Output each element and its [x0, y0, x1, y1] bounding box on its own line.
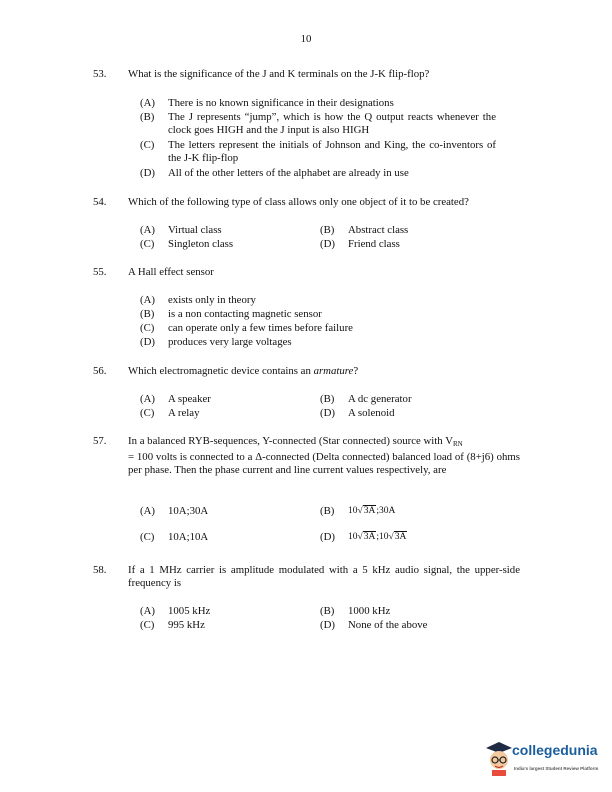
option-text-part: ;30A	[376, 506, 396, 516]
sqrt-icon: √	[388, 532, 394, 542]
option-c	[140, 238, 233, 251]
option-a	[140, 294, 256, 307]
question-number: 57.	[93, 435, 107, 447]
option-label: (C)	[140, 322, 155, 334]
option-d	[140, 167, 500, 180]
option-label: (A)	[140, 224, 155, 236]
question-text-italic: armature	[313, 365, 354, 377]
option-text	[348, 505, 395, 518]
option-text: A solenoid	[348, 407, 395, 419]
option-b	[140, 308, 322, 321]
option-text-part: 10	[348, 532, 358, 542]
option-text: 10A;30A	[168, 505, 209, 517]
option-text: can operate only a few times before failure	[168, 322, 353, 334]
option-label: (D)	[320, 407, 335, 419]
option-text: The letters represent the initials of Johnson and King, the co-inventors of the J-K flip-flop	[168, 139, 496, 165]
question-text: A Hall effect sensor	[128, 266, 214, 278]
question-text-part: = 100 volts is connected to a Δ-connected (Delta connected) balanced load of (8+j6) ohms per phase. Then the phase current and line current values respectively, are	[128, 451, 520, 477]
option-label: (D)	[140, 336, 155, 348]
option-label: (C)	[140, 531, 155, 543]
option-c	[140, 619, 205, 632]
question-number: 53.	[93, 68, 107, 80]
option-text: produces very large voltages	[168, 336, 292, 348]
option-label: (D)	[320, 531, 335, 543]
option-label: (D)	[320, 619, 335, 631]
sqrt-icon: √	[357, 532, 363, 542]
question-number: 56.	[93, 365, 107, 377]
radicand: 3A	[363, 506, 376, 516]
option-text: A relay	[168, 407, 200, 419]
option-a	[140, 97, 500, 110]
option-text: There is no known significance in their designations	[168, 97, 394, 109]
option-text: 1005 kHz	[168, 605, 211, 617]
option-c	[140, 139, 500, 165]
option-a	[140, 605, 210, 618]
question-number: 54.	[93, 196, 107, 208]
option-text: Friend class	[348, 238, 400, 250]
brand-tagline: India's largest Student Review Platform	[514, 766, 599, 771]
question-text: Which of the following type of class allows only one object of it to be created?	[128, 196, 469, 208]
question-text-part: ?	[353, 365, 359, 377]
radicand: 3A	[363, 532, 376, 542]
option-label: (D)	[140, 167, 155, 179]
option-label: (B)	[140, 308, 155, 320]
option-label: (B)	[320, 224, 335, 236]
option-c	[140, 322, 353, 335]
option-b	[320, 605, 390, 618]
option-text: A dc generator	[348, 393, 412, 405]
option-a	[140, 224, 222, 237]
option-text: None of the above	[348, 619, 428, 631]
brand-name: collegedunia	[512, 742, 598, 758]
option-d	[320, 238, 400, 251]
page-number: 10	[300, 33, 312, 45]
option-label: (A)	[140, 97, 155, 109]
option-text: 10A;10A	[168, 531, 209, 543]
option-b	[320, 393, 412, 406]
option-text: The J represents “jump”, which is how the Q output reacts whenever the clock goes HIGH and the J input is also HIGH	[168, 111, 496, 137]
option-label: (A)	[140, 505, 155, 517]
option-label: (D)	[320, 238, 335, 250]
option-label: (C)	[140, 619, 155, 631]
question-text-part: In a balanced RYB-sequences, Y-connected (Star connected) source with V	[128, 435, 453, 447]
sqrt-icon: √	[357, 506, 363, 516]
question-text: If a 1 MHz carrier is amplitude modulated with a 5 kHz audio signal, the upper-side frequency is	[128, 564, 520, 590]
option-a	[140, 505, 208, 518]
radicand: 3A	[394, 532, 407, 542]
option-c	[140, 531, 208, 544]
option-label: (B)	[320, 605, 335, 617]
option-text: is a non contacting magnetic sensor	[168, 308, 322, 320]
option-text	[348, 531, 407, 544]
question-number: 58.	[93, 564, 107, 576]
mascot-logo-icon	[484, 740, 514, 776]
option-b	[140, 111, 500, 137]
option-d	[320, 407, 395, 420]
option-d	[140, 336, 292, 349]
option-label: (B)	[140, 111, 155, 123]
option-d	[320, 619, 427, 632]
option-text: 1000 kHz	[348, 605, 391, 617]
option-text: All of the other letters of the alphabet are already in use	[168, 167, 409, 179]
option-label: (A)	[140, 605, 155, 617]
option-text: 995 kHz	[168, 619, 205, 631]
option-d	[320, 531, 407, 544]
question-number: 55.	[93, 266, 107, 278]
question-text	[128, 435, 520, 478]
option-label: (A)	[140, 393, 155, 405]
option-text: exists only in theory	[168, 294, 256, 306]
option-a	[140, 393, 211, 406]
option-label: (B)	[320, 393, 335, 405]
option-label: (A)	[140, 294, 155, 306]
question-text-part: Which electromagnetic device contains an	[128, 365, 314, 377]
option-text: A speaker	[168, 393, 211, 405]
option-text: Singleton class	[168, 238, 234, 250]
option-b	[320, 505, 395, 518]
option-b	[320, 224, 408, 237]
option-label: (C)	[140, 238, 155, 250]
option-label: (B)	[320, 505, 335, 517]
option-text-part: 10	[348, 506, 358, 516]
option-text: Virtual class	[168, 224, 222, 236]
voltage-subscript: RN	[453, 440, 463, 448]
option-label: (C)	[140, 407, 155, 419]
question-text: What is the significance of the J and K terminals on the J-K flip-flop?	[128, 68, 430, 80]
question-text	[128, 365, 520, 378]
option-c	[140, 407, 199, 420]
option-text: Abstract class	[348, 224, 409, 236]
option-text-part: ;10	[376, 532, 389, 542]
option-label: (C)	[140, 139, 155, 151]
